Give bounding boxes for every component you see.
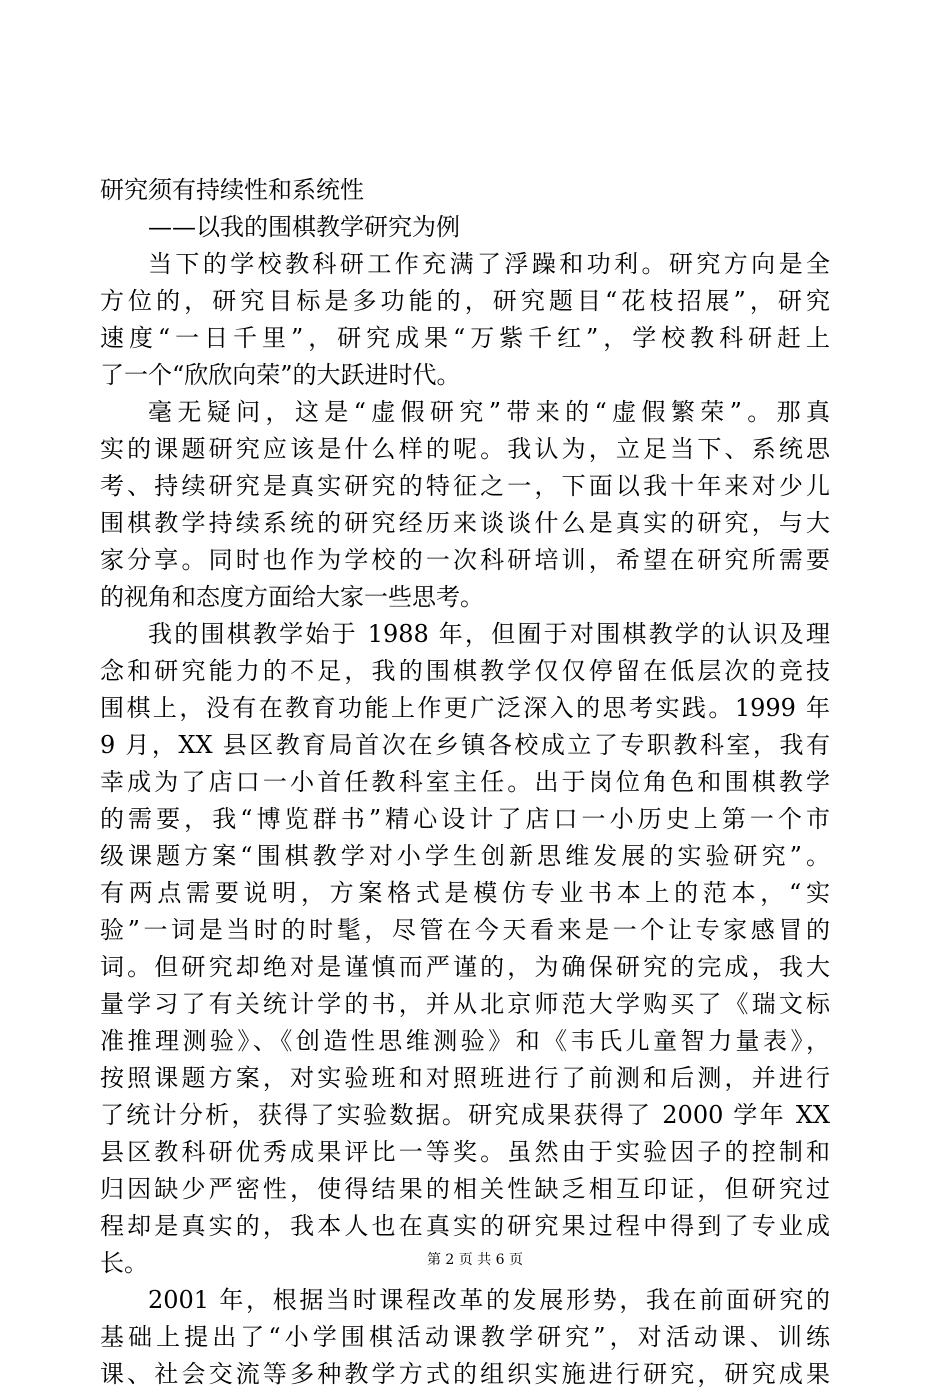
paragraph-line: 方位的，研究目标是多功能的，研究题目“花枝招展”，研究: [100, 287, 830, 315]
paragraph-line: 2001 年，根据当时课程改革的发展形势，我在前面研究的: [148, 1286, 830, 1314]
document-subtitle: ——以我的围棋教学研究为例: [148, 213, 460, 241]
paragraph-line: 按照课题方案，对实验班和对照班进行了前测和后测，并进行: [100, 1064, 830, 1092]
paragraph-line: 念和研究能力的不足，我的围棋教学仅仅停留在低层次的竞技: [100, 657, 830, 685]
paragraph-line: 实的课题研究应该是什么样的呢。我认为，立足当下、系统思: [100, 435, 830, 463]
paragraph-line: 长。: [100, 1249, 148, 1277]
paragraph-line: 我的围棋教学始于 1988 年，但囿于对围棋教学的认识及理: [148, 620, 830, 648]
paragraph-line: 课、社会交流等多种教学方式的组织实施进行研究，研究成果: [100, 1360, 830, 1388]
page-footer: 第 2 页 共 6 页: [426, 1252, 524, 1268]
paragraph-line: 毫无疑问，这是“虚假研究”带来的“虚假繁荣”。那真: [148, 398, 830, 426]
paragraph-line: 词。但研究却绝对是谨慎而严谨的，为确保研究的完成，我大: [100, 953, 830, 981]
paragraph-line: 考、持续研究是真实研究的特征之一，下面以我十年来对少儿: [100, 472, 830, 500]
paragraph-line: 归因缺少严密性，使得结果的相关性缺乏相互印证，但研究过: [100, 1175, 830, 1203]
paragraph-line: 围棋上，没有在教育功能上作更广泛深入的思考实践。1999 年: [100, 694, 830, 722]
paragraph-line: 准推理测验》、《创造性思维测验》和《韦氏儿童智力量表》，: [100, 1027, 830, 1055]
paragraph-line: 量学习了有关统计学的书，并从北京师范大学购买了《瑞文标: [100, 990, 830, 1018]
document-title: 研究须有持续性和系统性: [100, 176, 364, 204]
paragraph-line: 速度“一日千里”，研究成果“万紫千红”，学校教科研赶上: [100, 324, 830, 352]
paragraph-line: 基础上提出了“小学围棋活动课教学研究”，对活动课、训练: [100, 1323, 830, 1351]
paragraph-line: 验”一词是当时的时髦，尽管在今天看来是一个让专家感冒的: [100, 916, 830, 944]
paragraph-line: 幸成为了店口一小首任教科室主任。出于岗位角色和围棋教学: [100, 768, 830, 796]
paragraph-line: 了统计分析，获得了实验数据。研究成果获得了 2000 学年 XX: [100, 1101, 830, 1129]
paragraph-line: 家分享。同时也作为学校的一次科研培训，希望在研究所需要: [100, 546, 830, 574]
paragraph-line: 围棋教学持续系统的研究经历来谈谈什么是真实的研究，与大: [100, 509, 830, 537]
paragraph-line: 县区教科研优秀成果评比一等奖。虽然由于实验因子的控制和: [100, 1138, 830, 1166]
paragraph-line: 级课题方案“围棋教学对小学生创新思维发展的实验研究”。: [100, 842, 830, 870]
paragraph-line: 的需要，我“博览群书”精心设计了店口一小历史上第一个市: [100, 805, 830, 833]
paragraph-line: 当下的学校教科研工作充满了浮躁和功利。研究方向是全: [148, 250, 830, 278]
paragraph-line: 有两点需要说明，方案格式是模仿专业书本上的范本，“实: [100, 879, 830, 907]
paragraph-line: 9 月，XX 县区教育局首次在乡镇各校成立了专职教科室，我有: [100, 731, 830, 759]
paragraph-line: 的视角和态度方面给大家一些思考。: [100, 583, 484, 611]
paragraph-line: 了一个“欣欣向荣”的大跃进时代。: [100, 361, 461, 389]
paragraph-line: 程却是真实的，我本人也在真实的研究果过程中得到了专业成: [100, 1212, 830, 1240]
